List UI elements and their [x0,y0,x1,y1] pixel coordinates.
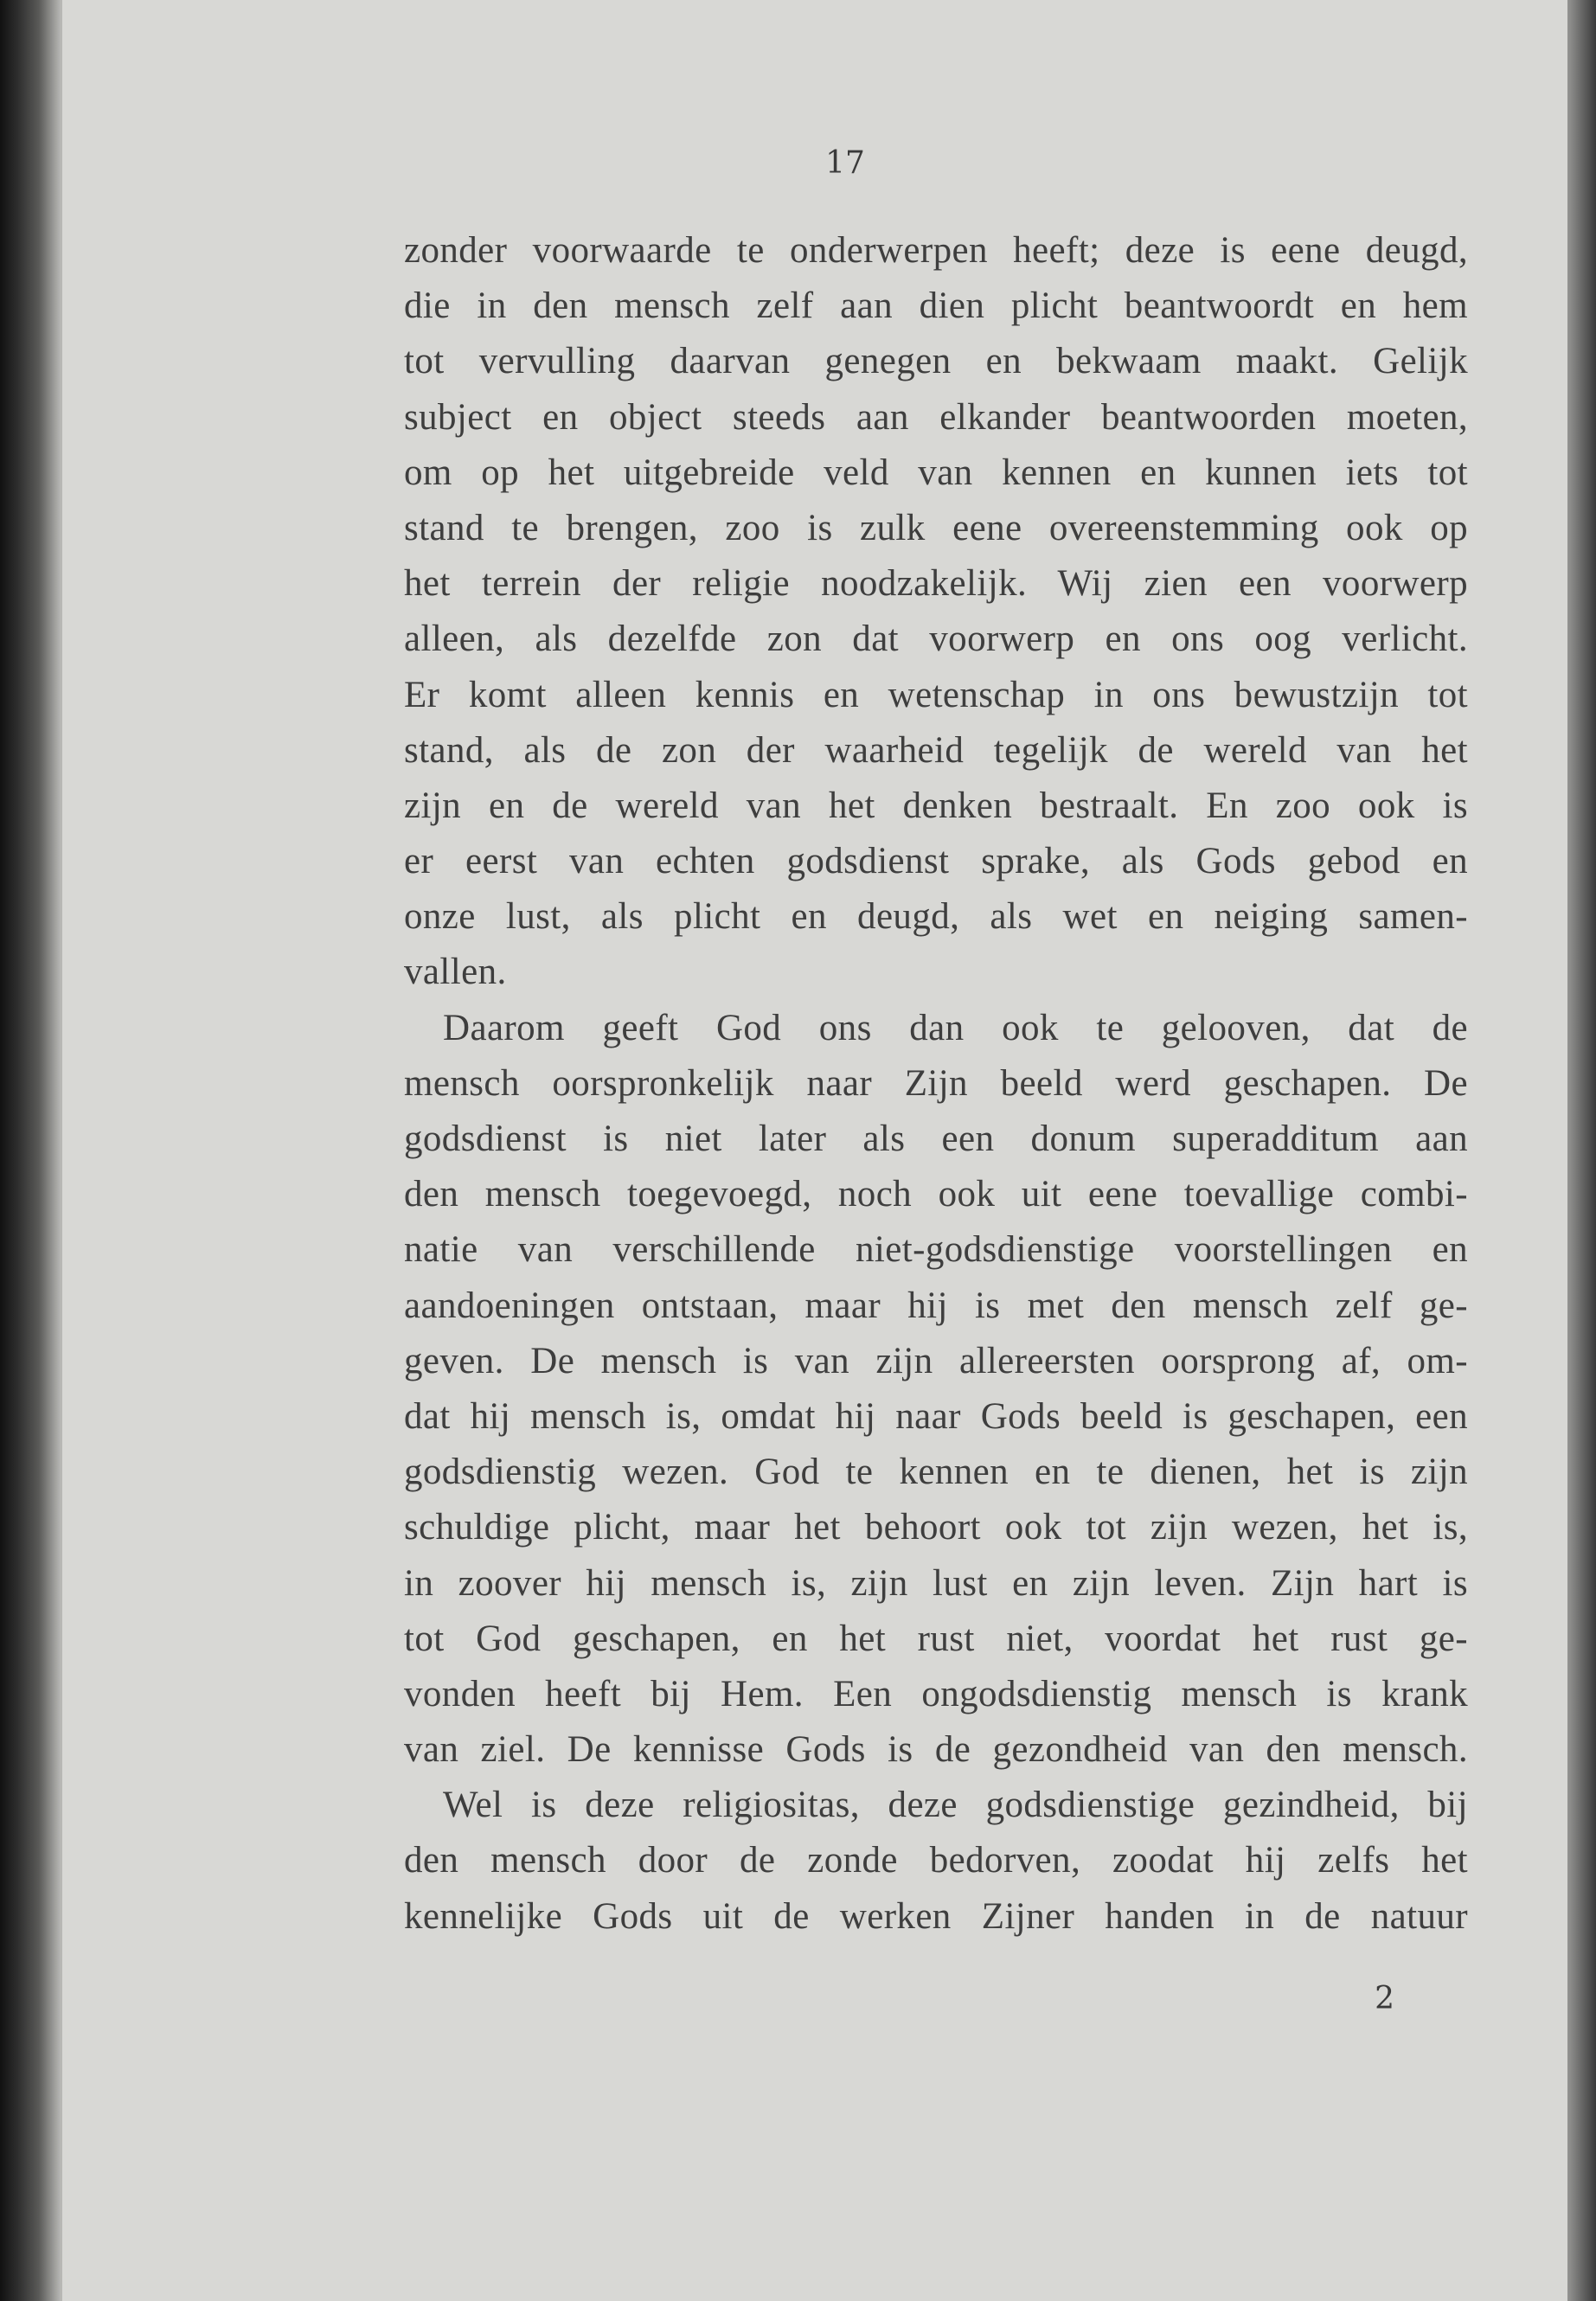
text-line: den mensch door de zonde bedorven, zoodat hij zelfs het [404,1840,1468,1881]
text-line: vonden heeft bij Hem. Een ongodsdienstig mensch is krank [404,1673,1468,1715]
text-line: tot vervulling daarvan genegen en bekwaam maakt. Gelijk [404,341,1468,382]
text-line: om op het uitgebreide veld van kennen en kunnen iets tot [404,452,1468,493]
text-line: geven. De mensch is van zijn allereersten oorsprong af, om- [404,1340,1468,1381]
text-line: stand, als de zon der waarheid tegelijk de wereld van het [404,729,1468,771]
text-line: godsdienst is niet later als een donum superadditum aan [404,1118,1468,1159]
text-line: den mensch toegevoegd, noch ook uit eene toevallige combi- [404,1174,1468,1215]
text-line: in zoover hij mensch is, zijn lust en zijn leven. Zijn hart is [404,1562,1468,1604]
text-line: tot God geschapen, en het rust niet, voordat het rust ge- [404,1618,1468,1659]
signature-mark: 2 [1375,1981,1394,2016]
text-line: Er komt alleen kennis en wetenschap in ons bewustzijn tot [404,674,1468,715]
text-line: zonder voorwaarde te onderwerpen heeft; deze is eene deugd, [404,230,1468,271]
book-page [62,0,1567,2301]
text-line: die in den mensch zelf aan dien plicht beantwoordt en hem [404,285,1468,327]
text-line: van ziel. De kennisse Gods is de gezondheid van den mensch. [404,1729,1468,1771]
text-line: aandoeningen ontstaan, maar hij is met den mensch zelf ge- [404,1285,1468,1326]
text-line: godsdienstig wezen. God te kennen en te dienen, het is zijn [404,1452,1468,1493]
text-line: subject en object steeds aan elkander beantwoorden moeten, [404,396,1468,438]
text-line: stand te brengen, zoo is zulk eene overeenstemming ook op [404,507,1468,548]
book-spine [0,0,62,2301]
text-line: Daarom geeft God ons dan ook te gelooven, dat de [443,1007,1468,1048]
text-line: er eerst van echten godsdienst sprake, als Gods gebod en [404,841,1468,882]
body-text [404,223,1468,1945]
text-line: vallen. [404,952,507,993]
text-line: kennelijke Gods uit de werken Zijner handen in de natuur [404,1895,1468,1937]
text-line: Wel is deze religiositas, deze godsdienstige gezindheid, bij [443,1785,1468,1826]
text-line: natie van verschillende niet-godsdienstige voorstellingen en [404,1229,1468,1271]
text-line: zijn en de wereld van het denken bestraalt. En zoo ook is [404,785,1468,826]
text-line: schuldige plicht, maar het behoort ook tot zijn wezen, het is, [404,1507,1468,1548]
text-line: onze lust, als plicht en deugd, als wet en neiging samen- [404,896,1468,938]
text-line: het terrein der religie noodzakelijk. Wij zien een voorwerp [404,563,1468,605]
text-line: dat hij mensch is, omdat hij naar Gods beeld is geschapen, een [404,1395,1468,1437]
page-number: 17 [825,145,865,181]
text-line: alleen, als dezelfde zon dat voorwerp en ons oog verlicht. [404,619,1468,660]
text-line: mensch oorspronkelijk naar Zijn beeld werd geschapen. De [404,1062,1468,1104]
